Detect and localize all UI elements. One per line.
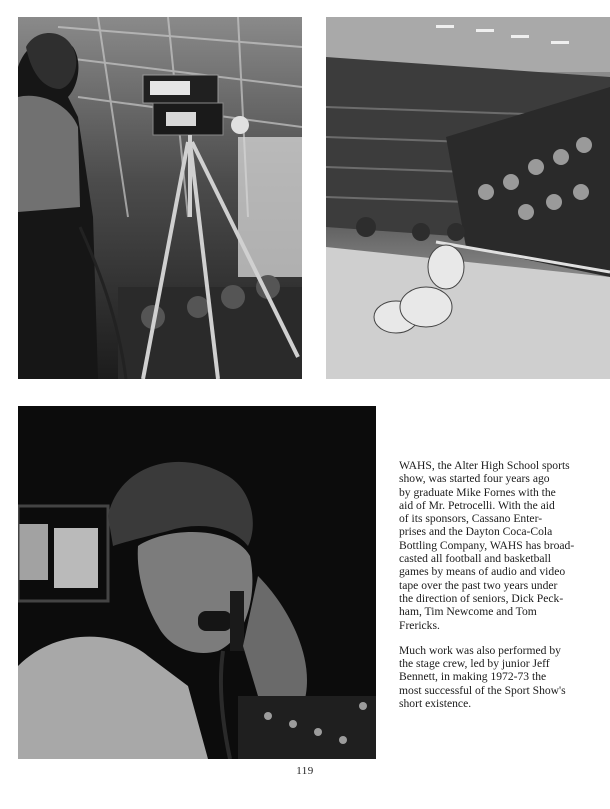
announcer-illustration bbox=[18, 406, 376, 759]
photo-announcer-microphone bbox=[18, 406, 376, 759]
caption-text-block bbox=[399, 459, 599, 722]
photo-camera-operator bbox=[18, 17, 302, 379]
camera-operator-illustration bbox=[18, 17, 302, 379]
photo-gymnasium-crowd bbox=[326, 17, 610, 379]
caption-paragraph-2: Much work was also performed by the stage crew, led by junior Jeff Bennett, in making 1972-73 the most successful of the Sport Show's short existence. bbox=[399, 643, 566, 711]
gymnasium-illustration bbox=[326, 17, 610, 379]
caption-paragraph-1: WAHS, the Alter High School sports show, was started four years ago by graduate Mike Fornes with the aid of Mr. Petrocelli. With the aid of its sponsors, Cassano Enter- prises and the Dayton Coca-Cola Bottling Company, WAHS has broad- casted all football and basketball games by means of audio and video tape over the past two years under the direction of seniors, Dick Peck- ham, Tim Newcome and Tom Frericks. bbox=[399, 459, 575, 632]
page-number: 119 bbox=[296, 765, 314, 777]
